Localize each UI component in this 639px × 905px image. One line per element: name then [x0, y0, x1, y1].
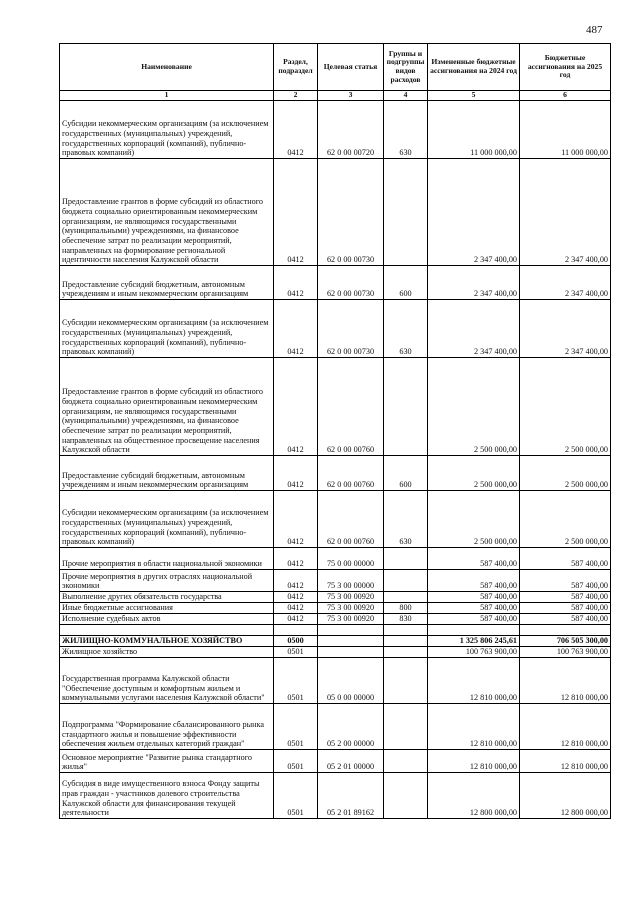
row-razdel: 0500	[274, 636, 318, 647]
row-vid: 600	[384, 266, 428, 300]
row-sum-2024: 2 500 000,00	[428, 456, 520, 491]
row-razdel: 0412	[274, 491, 318, 548]
row-razdel: 0412	[274, 101, 318, 159]
row-vid: 800	[384, 603, 428, 614]
row-statya: 75 3 00 00920	[318, 614, 384, 625]
row-razdel: 0501	[274, 704, 318, 750]
row-sum-2024: 587 400,00	[428, 614, 520, 625]
row-name: Прочие мероприятия в области национальной экономики	[60, 548, 274, 570]
row-statya: 62 0 00 00730	[318, 300, 384, 358]
row-razdel: 0412	[274, 300, 318, 358]
row-name: Основное мероприятие "Развитие рынка стандартного жилья"	[60, 750, 274, 773]
row-sum-2024: 12 810 000,00	[428, 658, 520, 704]
row-sum-2024: 587 400,00	[428, 570, 520, 592]
spacer-cell	[384, 625, 428, 636]
row-name: Субсидии некоммерческим организациям (за исключением государственных (муниципальных) учреждений, государственных корпораций (компаний), публично-правовых компаний)	[60, 300, 274, 358]
budget-table	[59, 43, 611, 819]
row-razdel: 0412	[274, 456, 318, 491]
header-razdel: Раздел, подраздел	[274, 44, 318, 91]
row-vid	[384, 704, 428, 750]
row-sum-2025: 2 500 000,00	[520, 358, 611, 456]
row-name: Предоставление субсидий бюджетным, автономным учреждениям и иным некоммерческим организациям	[60, 456, 274, 491]
row-statya: 05 2 01 00000	[318, 750, 384, 773]
row-sum-2025: 2 347 400,00	[520, 159, 611, 266]
table-row	[60, 636, 611, 647]
row-sum-2025: 12 810 000,00	[520, 704, 611, 750]
spacer-row	[60, 625, 611, 636]
row-statya: 62 0 00 00760	[318, 456, 384, 491]
row-vid	[384, 647, 428, 658]
row-razdel: 0501	[274, 658, 318, 704]
row-vid: 630	[384, 491, 428, 548]
row-sum-2024: 587 400,00	[428, 603, 520, 614]
row-sum-2024: 12 810 000,00	[428, 704, 520, 750]
row-sum-2024: 587 400,00	[428, 592, 520, 603]
row-vid	[384, 750, 428, 773]
table-row	[60, 704, 611, 750]
row-sum-2025: 12 810 000,00	[520, 750, 611, 773]
header-sum-2024: Измененные бюджетные ассигнования на 2024 год	[428, 44, 520, 91]
row-statya: 75 3 00 00920	[318, 592, 384, 603]
row-statya: 62 0 00 00720	[318, 101, 384, 159]
row-statya: 75 3 00 00000	[318, 570, 384, 592]
row-razdel: 0501	[274, 773, 318, 819]
row-vid	[384, 548, 428, 570]
row-name: Предоставление грантов в форме субсидий из областного бюджета социально ориентированным некоммерческим организациям, не являющимся государственными (муниципальными) учреждениями, на финансовое обеспечение затрат по реализации мероприятий, направленных на общественное просвещение населения Калужской области	[60, 358, 274, 456]
row-statya: 62 0 00 00730	[318, 266, 384, 300]
row-name: Субсидия в виде имущественного взноса Фонду защиты прав граждан - участников долевого строительства Калужской области для финансирования текущей деятельности	[60, 773, 274, 819]
row-statya: 75 0 00 00000	[318, 548, 384, 570]
row-razdel: 0501	[274, 647, 318, 658]
table-row	[60, 570, 611, 592]
table-row	[60, 358, 611, 456]
row-razdel: 0501	[274, 750, 318, 773]
row-statya: 05 0 00 00000	[318, 658, 384, 704]
row-sum-2025: 2 500 000,00	[520, 491, 611, 548]
header-name: Наименование	[60, 44, 274, 91]
row-sum-2025: 587 400,00	[520, 592, 611, 603]
row-vid	[384, 592, 428, 603]
row-sum-2025: 2 500 000,00	[520, 456, 611, 491]
table-row	[60, 647, 611, 658]
row-razdel: 0412	[274, 159, 318, 266]
row-vid	[384, 358, 428, 456]
row-vid	[384, 658, 428, 704]
table-row	[60, 300, 611, 358]
table-row	[60, 266, 611, 300]
row-vid: 630	[384, 101, 428, 159]
row-statya: 05 2 00 00000	[318, 704, 384, 750]
header-number: 3	[318, 91, 384, 101]
row-sum-2024: 100 763 900,00	[428, 647, 520, 658]
row-vid	[384, 636, 428, 647]
row-sum-2025: 587 400,00	[520, 570, 611, 592]
header-number: 5	[428, 91, 520, 101]
table-row	[60, 456, 611, 491]
table-row	[60, 159, 611, 266]
table-row	[60, 491, 611, 548]
row-razdel: 0412	[274, 603, 318, 614]
row-sum-2024: 2 347 400,00	[428, 266, 520, 300]
row-sum-2025: 2 347 400,00	[520, 266, 611, 300]
row-name: Предоставление грантов в форме субсидий из областного бюджета социально ориентированным некоммерческим организациям, не являющимся государственными (муниципальными) учреждениями, на финансовое обеспечение затрат по реализации мероприятий, направленных на формирование региональной идентичности населения Калужской области	[60, 159, 274, 266]
row-sum-2025: 12 810 000,00	[520, 658, 611, 704]
table-row	[60, 548, 611, 570]
table-row	[60, 773, 611, 819]
row-sum-2024: 2 500 000,00	[428, 491, 520, 548]
table-row	[60, 658, 611, 704]
row-statya: 05 2 01 89162	[318, 773, 384, 819]
row-name: Выполнение других обязательств государства	[60, 592, 274, 603]
row-statya: 75 3 00 00920	[318, 603, 384, 614]
row-sum-2024: 587 400,00	[428, 548, 520, 570]
row-vid	[384, 773, 428, 819]
table-row	[60, 101, 611, 159]
row-razdel: 0412	[274, 592, 318, 603]
header-sum-2025: Бюджетные ассигнования на 2025 год	[520, 44, 611, 91]
row-vid	[384, 159, 428, 266]
spacer-cell	[428, 625, 520, 636]
header-statya: Целевая статья	[318, 44, 384, 91]
row-vid	[384, 570, 428, 592]
row-vid: 830	[384, 614, 428, 625]
row-razdel: 0412	[274, 570, 318, 592]
row-statya	[318, 647, 384, 658]
row-sum-2025: 587 400,00	[520, 603, 611, 614]
row-name: Субсидии некоммерческим организациям (за исключением государственных (муниципальных) учреждений, государственных корпораций (компаний), публично-правовых компаний)	[60, 491, 274, 548]
row-sum-2025: 12 800 000,00	[520, 773, 611, 819]
table-row	[60, 750, 611, 773]
row-sum-2025: 2 347 400,00	[520, 300, 611, 358]
header-number: 1	[60, 91, 274, 101]
row-sum-2025: 587 400,00	[520, 614, 611, 625]
page-number: 487	[586, 24, 603, 36]
spacer-cell	[274, 625, 318, 636]
spacer-cell	[318, 625, 384, 636]
row-statya	[318, 636, 384, 647]
row-sum-2024: 11 000 000,00	[428, 101, 520, 159]
row-statya: 62 0 00 00760	[318, 358, 384, 456]
row-sum-2024: 1 325 806 245,61	[428, 636, 520, 647]
row-statya: 62 0 00 00730	[318, 159, 384, 266]
row-sum-2025: 11 000 000,00	[520, 101, 611, 159]
row-name: Жилищное хозяйство	[60, 647, 274, 658]
row-name: Субсидии некоммерческим организациям (за исключением государственных (муниципальных) учреждений, государственных корпораций (компаний), публично-правовых компаний)	[60, 101, 274, 159]
row-sum-2025: 100 763 900,00	[520, 647, 611, 658]
row-name: Подпрограмма "Формирование сбалансированного рынка стандартного жилья и повышение эффективности обеспечения жильем отдельных категорий граждан"	[60, 704, 274, 750]
table-row	[60, 603, 611, 614]
row-name: ЖИЛИЩНО-КОММУНАЛЬНОЕ ХОЗЯЙСТВО	[60, 636, 274, 647]
row-name: Прочие мероприятия в других отраслях национальной экономики	[60, 570, 274, 592]
row-sum-2024: 2 500 000,00	[428, 358, 520, 456]
row-sum-2025: 587 400,00	[520, 548, 611, 570]
row-name: Государственная программа Калужской области "Обеспечение доступным и комфортным жильем и коммунальными услугами населения Калужской области"	[60, 658, 274, 704]
row-sum-2025: 706 505 300,00	[520, 636, 611, 647]
row-name: Иные бюджетные ассигнования	[60, 603, 274, 614]
spacer-cell	[520, 625, 611, 636]
row-razdel: 0412	[274, 614, 318, 625]
row-razdel: 0412	[274, 358, 318, 456]
row-razdel: 0412	[274, 548, 318, 570]
header-number: 4	[384, 91, 428, 101]
header-number: 6	[520, 91, 611, 101]
row-sum-2024: 12 800 000,00	[428, 773, 520, 819]
row-name: Исполнение судебных актов	[60, 614, 274, 625]
row-razdel: 0412	[274, 266, 318, 300]
header-vid: Группы и подгруппы видов расходов	[384, 44, 428, 91]
row-name: Предоставление субсидий бюджетным, автономным учреждениям и иным некоммерческим организациям	[60, 266, 274, 300]
row-statya: 62 0 00 00760	[318, 491, 384, 548]
header-number: 2	[274, 91, 318, 101]
row-vid: 630	[384, 300, 428, 358]
table-row	[60, 592, 611, 603]
row-sum-2024: 12 810 000,00	[428, 750, 520, 773]
row-sum-2024: 2 347 400,00	[428, 159, 520, 266]
table-row	[60, 614, 611, 625]
row-sum-2024: 2 347 400,00	[428, 300, 520, 358]
row-vid: 600	[384, 456, 428, 491]
spacer-cell	[60, 625, 274, 636]
